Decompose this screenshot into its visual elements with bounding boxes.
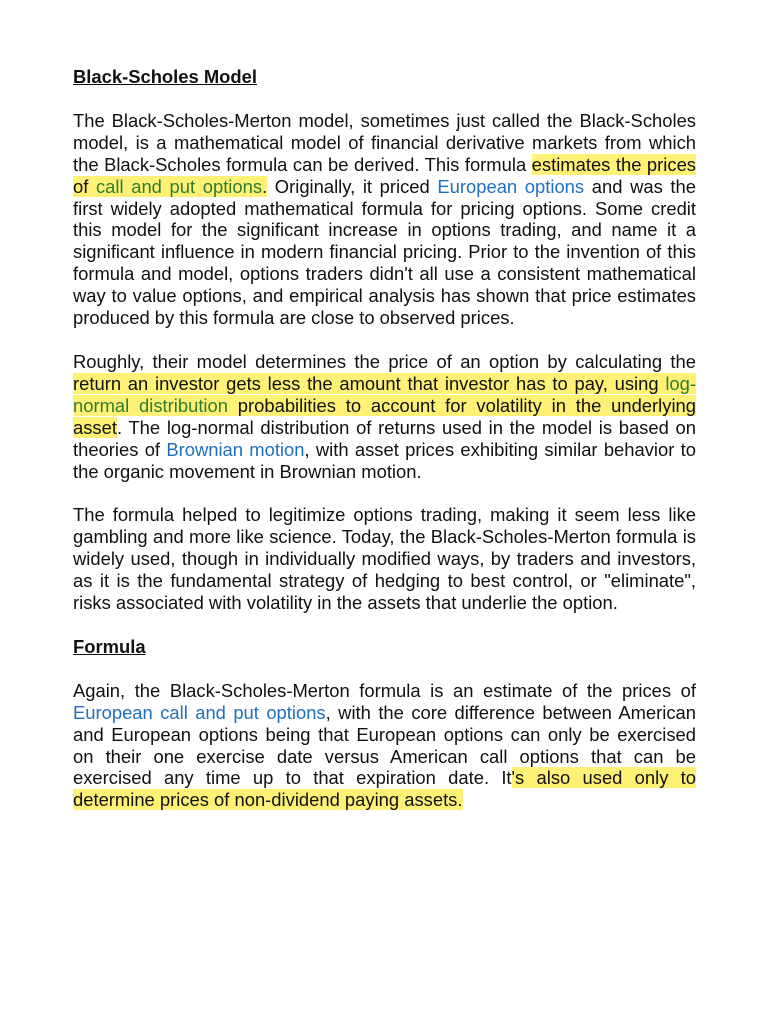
link-brownian-motion[interactable]: Brownian motion — [166, 438, 305, 460]
legitimize-text: The formula helped to legitimize options trading, making it seem less like gambling and more like science. Today, the Black-Scholes-Merton formula is widely used, though in individually modified ways, by traders and investors, as it is the fundamental strategy of hedging to best control, or "eliminate", risks associated with volatility in the assets that underlie the option. — [73, 504, 696, 614]
paragraph-legitimize — [73, 504, 696, 614]
model-text-2: . The log-normal distribution of returns used in the model is based on theories of — [73, 416, 696, 460]
formula-text-1: Again, the Black-Scholes-Merton formula is an estimate of the prices of — [73, 679, 696, 701]
highlight-estimates-text: estimates the prices of — [73, 153, 696, 197]
highlight-non-dividend: 's also used only to determine prices of non-dividend paying assets. — [73, 767, 696, 811]
spacer — [73, 658, 696, 680]
model-text-3: , with asset prices exhibiting similar behavior to the organic movement in Brownian motion. — [73, 438, 696, 482]
document-page — [73, 66, 696, 811]
highlight-return-text: return an investor gets less the amount that investor has to pay, using — [73, 372, 666, 394]
link-european-options[interactable]: European options — [437, 175, 585, 197]
spacer — [73, 329, 696, 351]
model-text-1: Roughly, their model determines the price of an option by calculating the — [73, 350, 696, 372]
paragraph-intro — [73, 110, 696, 329]
link-call-and-put-options[interactable]: call and put options — [95, 175, 263, 197]
intro-text-2: Originally, it priced — [267, 175, 438, 197]
intro-text-1: The Black-Scholes-Merton model, sometimes just called the Black-Scholes model, is a mathematical model of financial derivative markets from which the Black-Scholes formula can be derived. This formula — [73, 109, 696, 175]
spacer — [73, 88, 696, 110]
intro-text-3: and was the first widely adopted mathematical formula for pricing options. Some credit this model for the significant increase in options trading, and name it a significant influence in modern financial pricing. Prior to the invention of this formula and model, options traders didn't all use a consistent mathematical way to value options, and empirical analysis has shown that price estimates produced by this formula are close to observed prices. — [73, 175, 696, 329]
spacer — [73, 482, 696, 504]
highlight-probabilities-text: probabilities to account for volatility in the underlying asset — [73, 394, 696, 438]
paragraph-formula — [73, 680, 696, 811]
heading-black-scholes-model: Black-Scholes Model — [73, 66, 257, 87]
paragraph-model-determines — [73, 351, 696, 482]
highlight-period: . — [262, 175, 268, 197]
spacer — [73, 614, 696, 636]
link-european-call-and-put-options[interactable]: European call and put options — [73, 701, 326, 723]
link-log-normal-distribution[interactable]: log-normal distribution — [73, 372, 696, 416]
heading-formula: Formula — [73, 635, 146, 657]
formula-text-2: , with the core difference between American and European options being that European options can only be exercised on their one exercise date versus American call options that can be exercised any time up to that expiration date. It — [73, 701, 697, 789]
